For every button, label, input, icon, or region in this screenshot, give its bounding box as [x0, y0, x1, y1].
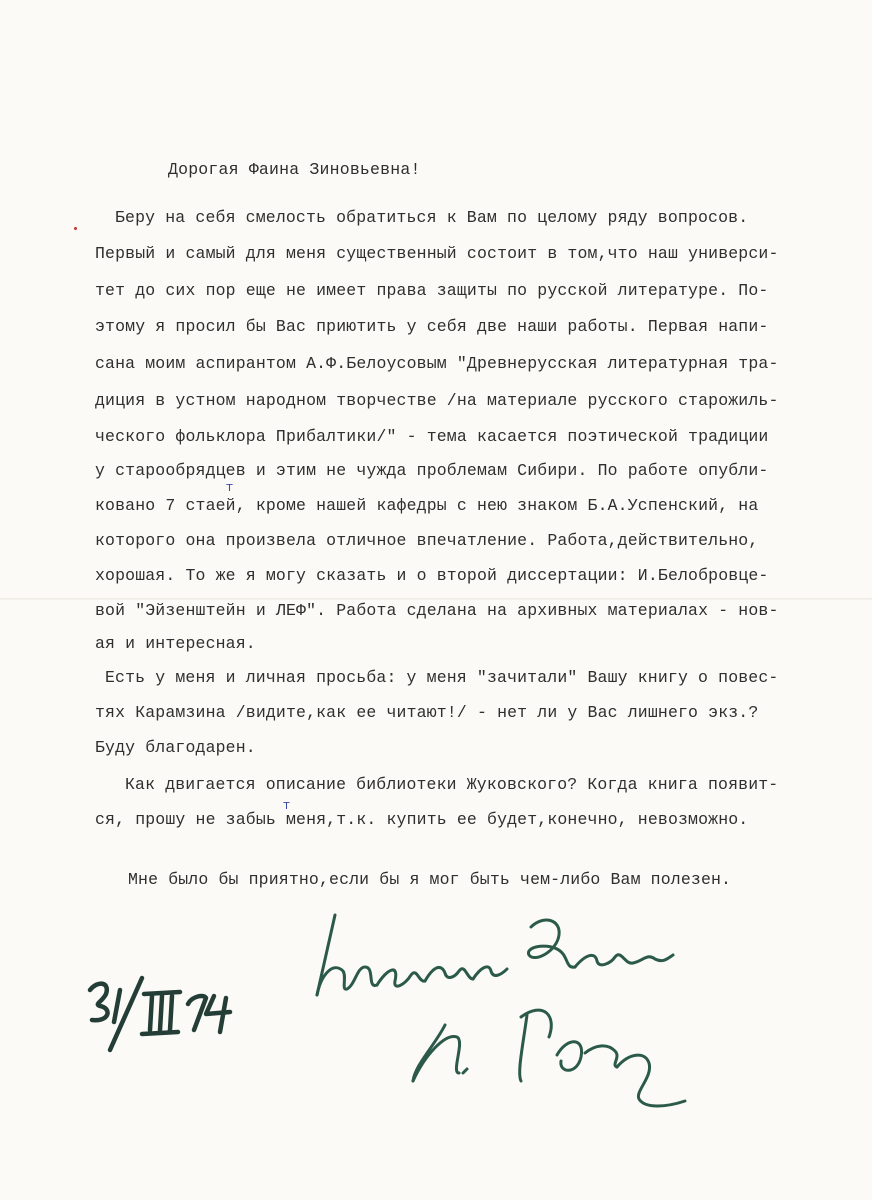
closing-line: Мне было бы приятно,если бы я мог быть чем-либо Вам полезен. [128, 870, 732, 889]
body-line: хорошая. То же я могу сказать и о второй диссертации: И.Белобровцe- [95, 566, 769, 585]
body-line: Как двигается описание библиотеки Жуковского? Когда книга появит- [125, 775, 779, 794]
paper-fold [0, 598, 872, 600]
body-line: тет до сих пор еще не имеет права защиты по русской литературе. По- [95, 281, 769, 300]
body-line: Есть у меня и личная просьба: у меня "зачитали" Вашу книгу о повес- [105, 668, 779, 687]
body-line: ческого фольклора Прибалтики/" - тема касается поэтической традиции [95, 427, 769, 446]
body-line: которого она произвела отличное впечатление. Работа,действительно, [95, 531, 759, 550]
salutation: Дорогая Фаина Зиновьевна! [168, 160, 421, 179]
margin-mark [74, 227, 77, 230]
body-line: вой "Эйзенштейн и ЛЕФ". Работа сделана на архивных материалах - нов- [95, 601, 779, 620]
body-line: ковано 7 стаей, кроме нашей кафедры с нею знаком Б.А.Успенский, на [95, 496, 759, 515]
body-line: диция в устном народном творчестве /на материале русского старожиль- [95, 391, 779, 410]
handwritten-correction: т [226, 480, 233, 494]
handwritten-signature [295, 905, 695, 1125]
body-line: ся, прошу не забыь меня,т.к. купить ее будет,конечно, невозможно. [95, 810, 749, 829]
body-line: Буду благодарен. [95, 738, 256, 757]
handwritten-correction: т [283, 798, 290, 812]
body-line: сана моим аспирантом А.Ф.Белоусовым "Древнерусская литературная тра- [95, 354, 779, 373]
handwritten-date [80, 970, 260, 1060]
body-line: этому я просил бы Вас приютить у себя две наши работы. Первая напи- [95, 317, 769, 336]
body-line: Первый и самый для меня существенный состоит в том,что наш универси- [95, 244, 779, 263]
body-line: ая и интересная. [95, 634, 256, 653]
body-line: Беру на себя смелость обратиться к Вам по целому ряду вопросов. [115, 208, 749, 227]
body-line: у старообрядцев и этим не чужда проблемам Сибири. По работе опубли- [95, 461, 769, 480]
body-line: тях Карамзина /видите,как ее читают!/ - нет ли у Вас лишнего экз.? [95, 703, 759, 722]
